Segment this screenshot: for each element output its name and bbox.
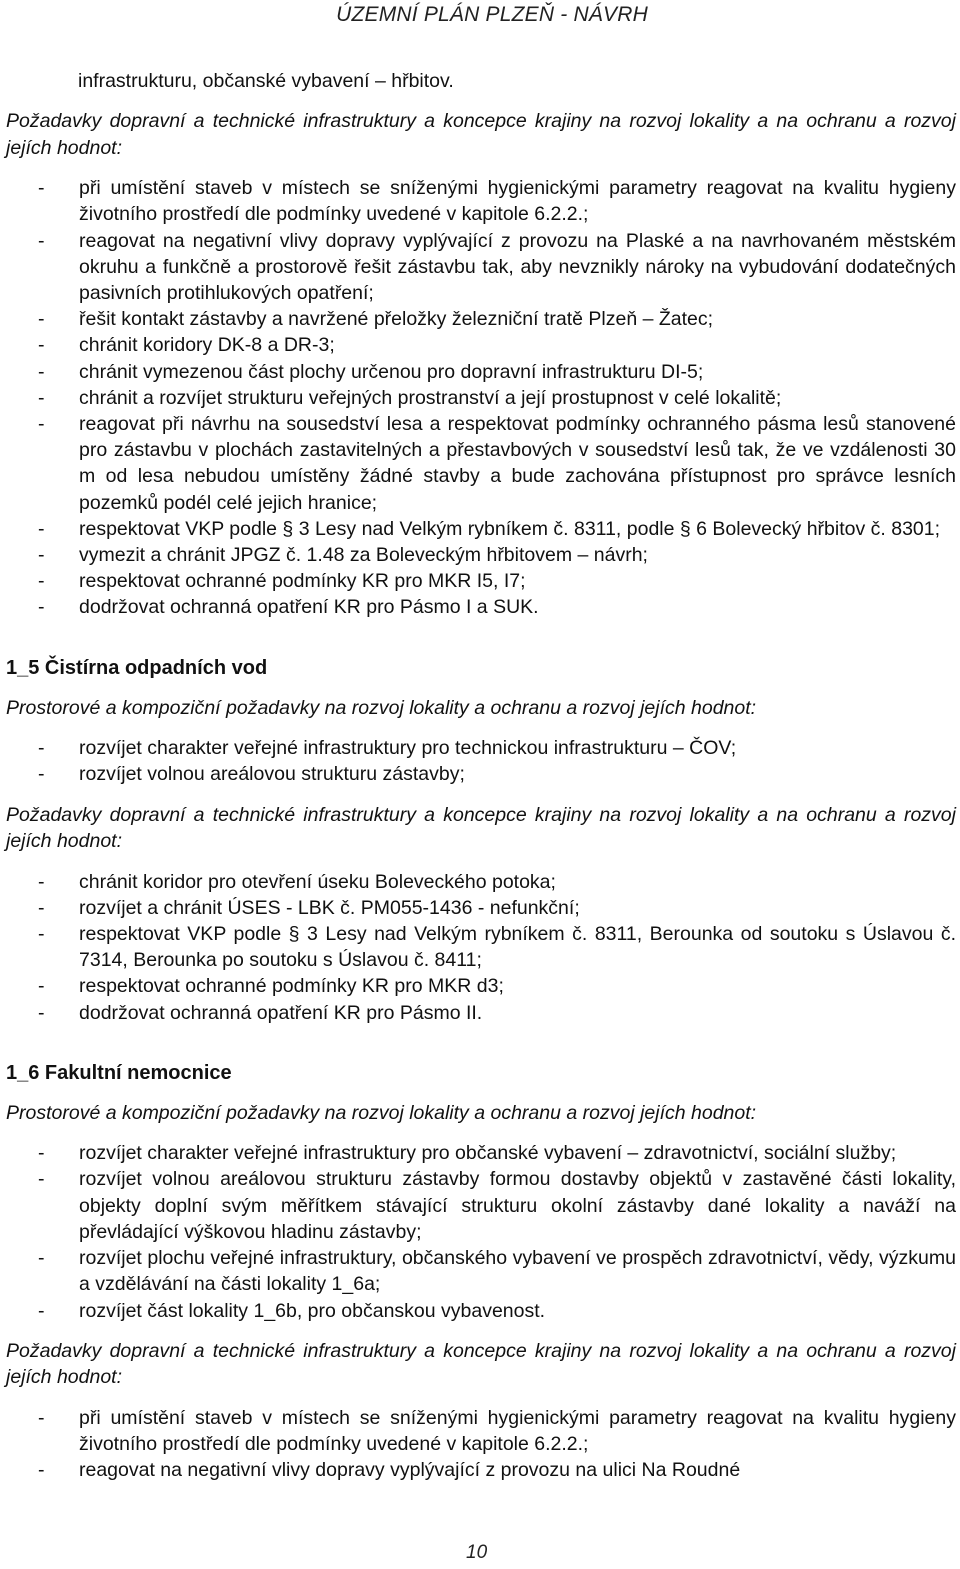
- list-item: - při umístění staveb v místech se sníženými hygienickými parametry reagovat na kvalitu hygieny životního prostředí dle podmínky uvedené v kapitole 6.2.2.;: [6, 175, 956, 227]
- list-item: - rozvíjet část lokality 1_6b, pro občanskou vybavenost.: [6, 1298, 956, 1324]
- list-item: - respektovat VKP podle § 3 Lesy nad Velkým rybníkem č. 8311, Berounka od soutoku s Úslavou č. 7314, Berounka po soutoku s Úslavou č. 8411;: [6, 921, 956, 973]
- list-item: - vymezit a chránit JPGZ č. 1.48 za Boleveckým hřbitovem – návrh;: [6, 542, 956, 568]
- list-item: - respektovat ochranné podmínky KR pro MKR I5, I7;: [6, 568, 956, 594]
- section-1-5-title: 1_5 Čistírna odpadních vod: [6, 656, 268, 679]
- section-1-6-prostorove-heading: Prostorové a kompoziční požadavky na rozvoj lokality a ochranu a rozvoj jejích hodnot:: [6, 1101, 757, 1124]
- section-1-6-title: 1_6 Fakultní nemocnice: [6, 1061, 232, 1084]
- list-item: - rozvíjet a chránit ÚSES - LBK č. PM055-1436 - nefunkční;: [6, 895, 956, 921]
- list-item: - dodržovat ochranná opatření KR pro Pásmo II.: [6, 1000, 956, 1026]
- section-1-5-pozadavky-list: [6, 869, 956, 1026]
- section-1-6-pozadavky-heading: Požadavky dopravní a technické infrastruktury a koncepce krajiny na rozvoj lokality a na ochranu a rozvoj jejích hodnot:: [6, 1339, 956, 1389]
- list-item: - rozvíjet charakter veřejné infrastruktury pro občanské vybavení – zdravotnictví, sociální služby;: [6, 1140, 956, 1166]
- section-1-6-pozadavky-list: [6, 1405, 956, 1484]
- list-item: - chránit vymezenou část plochy určenou pro dopravní infrastrukturu DI-5;: [6, 359, 956, 385]
- list-item: - reagovat na negativní vlivy dopravy vyplývající z provozu na ulici Na Roudné: [6, 1457, 956, 1483]
- block1-heading: Požadavky dopravní a technické infrastruktury a koncepce krajiny na rozvoj lokality a na ochranu a rozvoj jejích hodnot:: [6, 110, 956, 159]
- list-item: - při umístění staveb v místech se sníženými hygienickými parametry reagovat na kvalitu hygieny životního prostředí dle podmínky uvedené v kapitole 6.2.2.;: [6, 1405, 956, 1457]
- list-item: - rozvíjet plochu veřejné infrastruktury, občanského vybavení ve prospěch zdravotnictví, vědy, výzkumu a vzdělávání na části lokality 1_6a;: [6, 1245, 956, 1297]
- list-item: - rozvíjet charakter veřejné infrastruktury pro technickou infrastrukturu – ČOV;: [6, 735, 956, 761]
- list-item: - reagovat na negativní vlivy dopravy vyplývající z provozu na Plaské a na navrhovaném městském okruhu a funkčně a prostorově řešit zástavbu tak, aby nevznikly nároky na vybudování dodatečných pasivních protihlukových opatření;: [6, 228, 956, 307]
- section-1-5-prostorove-heading: Prostorové a kompoziční požadavky na rozvoj lokality a ochranu a rozvoj jejích hodnot:: [6, 696, 757, 719]
- list-item: - chránit a rozvíjet strukturu veřejných prostranství a její prostupnost v celé lokalitě;: [6, 385, 956, 411]
- intro-line: infrastrukturu, občanské vybavení – hřbitov.: [78, 70, 454, 92]
- list-item: - řešit kontakt zástavby a navržené přeložky železniční tratě Plzeň – Žatec;: [6, 306, 956, 332]
- list-item: - chránit koridory DK-8 a DR-3;: [6, 332, 956, 358]
- list-item: - dodržovat ochranná opatření KR pro Pásmo I a SUK.: [6, 594, 956, 620]
- list-item: - respektovat ochranné podmínky KR pro MKR d3;: [6, 973, 956, 999]
- section-1-5-pozadavky-heading: Požadavky dopravní a technické infrastruktury a koncepce krajiny na rozvoj lokality a na ochranu a rozvoj jejích hodnot:: [6, 803, 956, 853]
- list-item: - rozvíjet volnou areálovou strukturu zástavby;: [6, 761, 956, 787]
- section-1-5-prostorove-list: [6, 735, 956, 787]
- list-item: - rozvíjet volnou areálovou strukturu zástavby formou dostavby objektů v zastavěné části lokality, objekty doplní svým měřítkem stávající strukturu okolní zástavby dané lokality a naváží na převládající výškovou hladinu zástavby;: [6, 1166, 956, 1245]
- page-number: 10: [466, 1542, 488, 1563]
- block1-list: [6, 175, 956, 620]
- document-header: ÚZEMNÍ PLÁN PLZEŇ - NÁVRH: [336, 3, 648, 26]
- list-item: - reagovat při návrhu na sousedství lesa a respektovat podmínky ochranného pásma lesů stanovené pro zástavbu v plochách zastavitelných a přestavbových v sousedství lesů tak, že ve vzdálenosti 30 m od lesa nebudou umístěny žádné stavby a bude zachována přístupnost pro správce lesních pozemků podél celé jejich hranice;: [6, 411, 956, 516]
- list-item: - respektovat VKP podle § 3 Lesy nad Velkým rybníkem č. 8311, podle § 6 Bolevecký hřbitov č. 8301;: [6, 516, 956, 542]
- list-item: - chránit koridor pro otevření úseku Boleveckého potoka;: [6, 869, 956, 895]
- page-content: [6, 68, 956, 1483]
- section-1-6-prostorove-list: [6, 1140, 956, 1323]
